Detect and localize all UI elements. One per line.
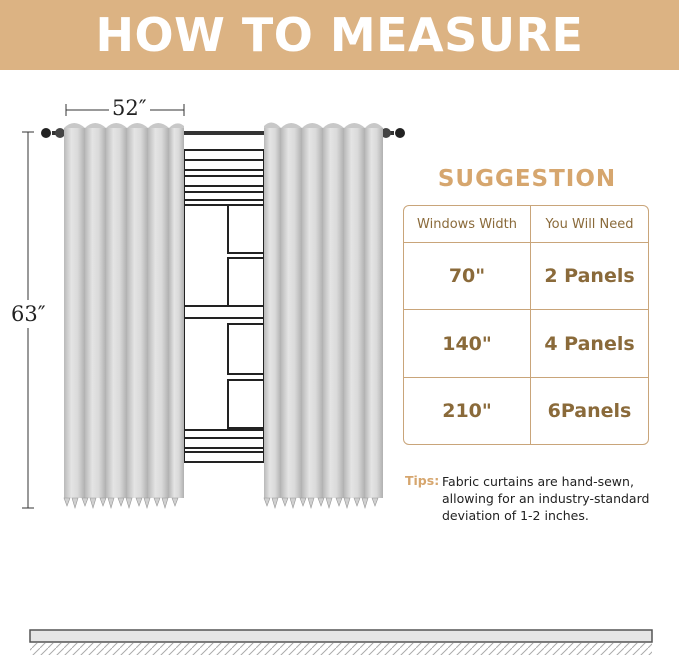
table-cell-width: 140" xyxy=(442,332,492,355)
height-label: 63″ xyxy=(11,302,46,326)
table-cell-width: 210" xyxy=(442,399,492,422)
width-label: 52″ xyxy=(109,96,150,120)
page-title: HOW TO MEASURE xyxy=(95,8,584,62)
table-cell-need: 4 Panels xyxy=(544,332,635,355)
suggestion-title: SUGGESTION xyxy=(437,166,617,192)
column-header-you-will-need: You Will Need xyxy=(545,216,634,232)
table-cell-width: 70" xyxy=(448,265,486,287)
table-cell-need: 2 Panels xyxy=(544,265,635,287)
table-cell-need: 6Panels xyxy=(547,399,632,422)
column-header-windows-width: Windows Width xyxy=(417,216,517,232)
tips-label: Tips: xyxy=(405,473,440,488)
tips-text: Fabric curtains are hand-sewn, allowing for an industry-standard deviation of 1-2 inches. xyxy=(442,474,650,523)
